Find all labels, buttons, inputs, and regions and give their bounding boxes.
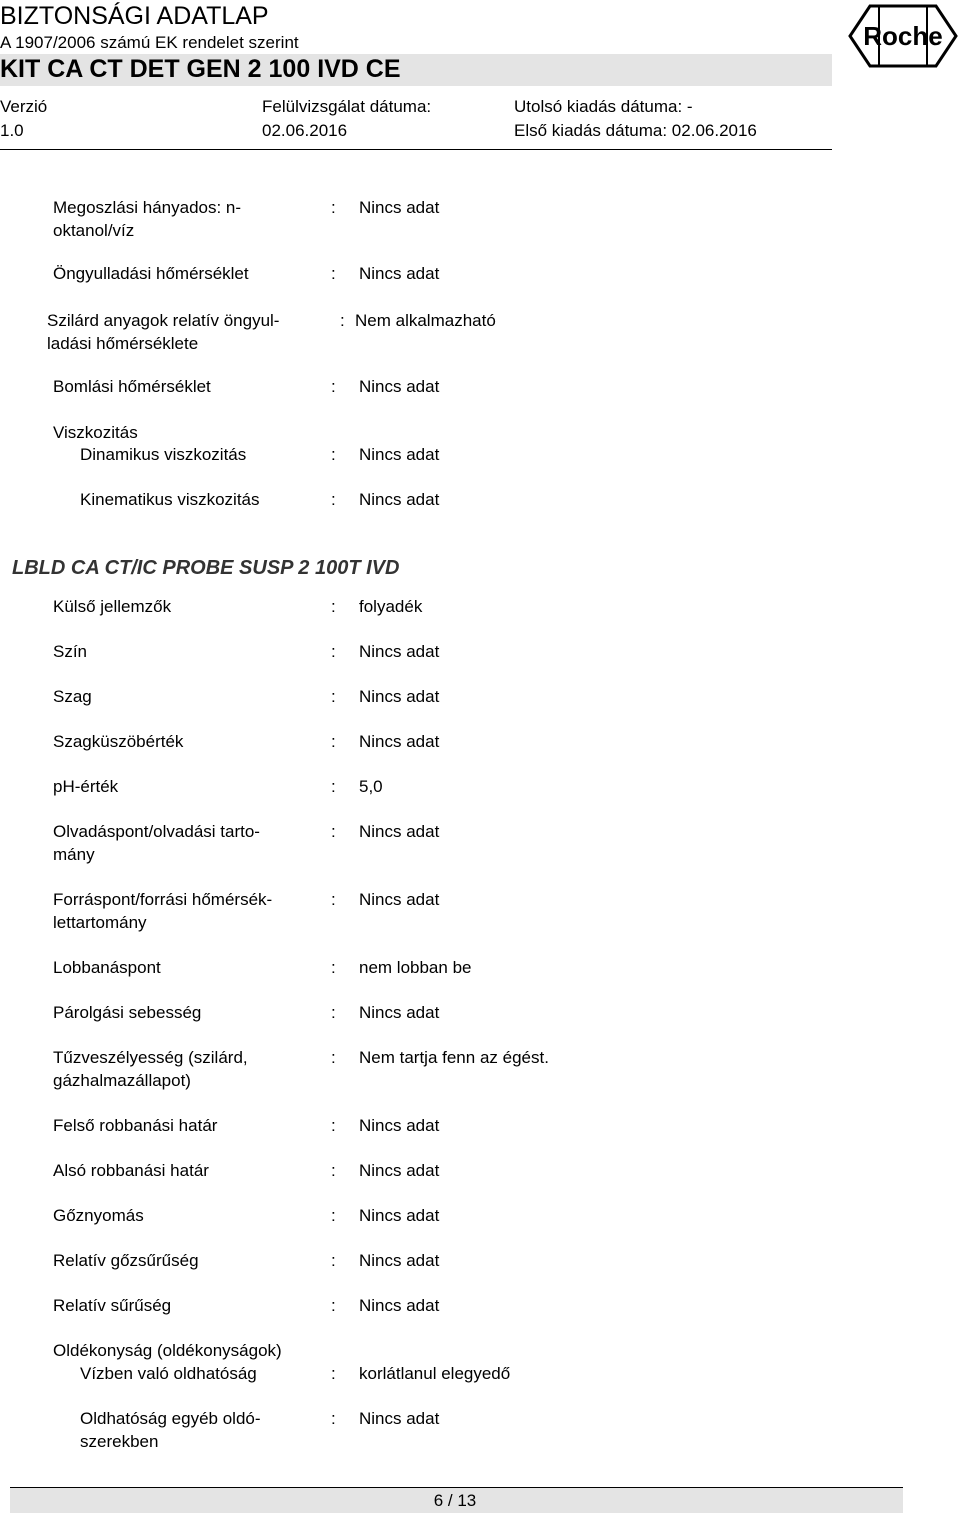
component-heading: LBLD CA CT/IC PROBE SUSP 2 100T IVD [12, 557, 400, 579]
svg-text:Roche: Roche [863, 21, 943, 51]
property-value: korlátlanul elegyedő [359, 1364, 511, 1383]
property-value: Nincs adat [359, 1161, 440, 1180]
colon: : [331, 1296, 336, 1315]
colon: : [331, 642, 336, 661]
property-label: Szilárd anyagok relatív öngyul- ladási hőmérséklete [47, 311, 280, 353]
colon: : [340, 311, 345, 330]
property-label: Kinematikus viszkozitás [80, 490, 260, 509]
revision-date: 02.06.2016 [262, 121, 348, 140]
property-label: Tűzveszélyesség (szilárd, gázhalmazállapot) [53, 1048, 248, 1090]
property-value: Nincs adat [359, 1206, 440, 1225]
property-value: Nincs adat [359, 890, 440, 909]
property-value: Nincs adat [359, 642, 440, 661]
property-value: Nincs adat [359, 1251, 440, 1270]
property-label: pH-érték [53, 777, 119, 796]
colon: : [331, 732, 336, 751]
property-value: Nincs adat [359, 445, 440, 464]
colon: : [331, 1364, 336, 1383]
page-number: 6 / 13 [433, 1491, 477, 1510]
roche-logo [848, 4, 958, 68]
version-label: Verzió [0, 97, 48, 116]
property-value: Nincs adat [359, 1116, 440, 1135]
property-label: Gőznyomás [53, 1206, 144, 1225]
colon: : [331, 1116, 336, 1135]
property-value: Nem tartja fenn az égést. [359, 1048, 549, 1067]
property-value: Nincs adat [359, 264, 440, 283]
property-value: Nincs adat [359, 1296, 440, 1315]
property-value: Nincs adat [359, 377, 440, 396]
property-label: Oldhatóság egyéb oldó- szerekben [80, 1409, 261, 1451]
property-value: Nincs adat [359, 732, 440, 751]
property-value: Nincs adat [359, 822, 440, 841]
colon: : [331, 490, 336, 509]
property-label: Külső jellemzők [53, 597, 172, 616]
colon: : [331, 1206, 336, 1225]
property-label: Relatív gőzsűrűség [53, 1251, 199, 1270]
property-label: Forráspont/forrási hőmérsék- lettartomány [53, 890, 273, 932]
property-value: folyadék [359, 597, 423, 616]
colon: : [331, 445, 336, 464]
property-value: Nincs adat [359, 1003, 440, 1022]
version-value: 1.0 [0, 121, 24, 140]
property-label: Lobbanáspont [53, 958, 161, 977]
property-value: Nincs adat [359, 687, 440, 706]
colon: : [331, 687, 336, 706]
header-divider [0, 149, 832, 150]
colon: : [331, 377, 336, 396]
property-value: Nincs adat [359, 198, 440, 217]
property-label: Olvadáspont/olvadási tarto- mány [53, 822, 260, 864]
property-value: 5,0 [359, 777, 383, 796]
property-value: Nem alkalmazható [355, 311, 496, 330]
first-issue-date: Első kiadás dátuma: 02.06.2016 [514, 121, 757, 140]
colon: : [331, 1409, 336, 1428]
document-title: BIZTONSÁGI ADATLAP [0, 2, 269, 30]
group-heading: Oldékonyság (oldékonyságok) [53, 1341, 282, 1360]
group-heading: Viszkozitás [53, 423, 138, 442]
colon: : [331, 198, 336, 217]
property-label: Alsó robbanási határ [53, 1161, 209, 1180]
property-value: nem lobban be [359, 958, 472, 977]
property-label: Párolgási sebesség [53, 1003, 202, 1022]
revision-label: Felülvizsgálat dátuma: [262, 97, 432, 116]
colon: : [331, 777, 336, 796]
footer-divider [10, 1487, 903, 1488]
property-label: Szín [53, 642, 88, 661]
property-label: Dinamikus viszkozitás [80, 445, 247, 464]
property-label: Vízben való oldhatóság [80, 1364, 257, 1383]
colon: : [331, 958, 336, 977]
property-label: Relatív sűrűség [53, 1296, 172, 1315]
colon: : [331, 822, 336, 841]
property-label: Felső robbanási határ [53, 1116, 218, 1135]
property-value: Nincs adat [359, 490, 440, 509]
colon: : [331, 264, 336, 283]
property-label: Szag [53, 687, 92, 706]
property-label: Szagküszöbérték [53, 732, 184, 751]
property-label: Öngyulladási hőmérséklet [53, 264, 249, 283]
product-name: KIT CA CT DET GEN 2 100 IVD CE [0, 55, 401, 83]
property-label: Megoszlási hányados: n- oktanol/víz [53, 198, 242, 240]
colon: : [331, 890, 336, 909]
colon: : [331, 597, 336, 616]
colon: : [331, 1048, 336, 1067]
property-label: Bomlási hőmérséklet [53, 377, 211, 396]
property-value: Nincs adat [359, 1409, 440, 1428]
colon: : [331, 1251, 336, 1270]
regulation-subtitle: A 1907/2006 számú EK rendelet szerint [0, 33, 299, 52]
colon: : [331, 1161, 336, 1180]
colon: : [331, 1003, 336, 1022]
last-issue-date: Utolsó kiadás dátuma: - [514, 97, 693, 116]
